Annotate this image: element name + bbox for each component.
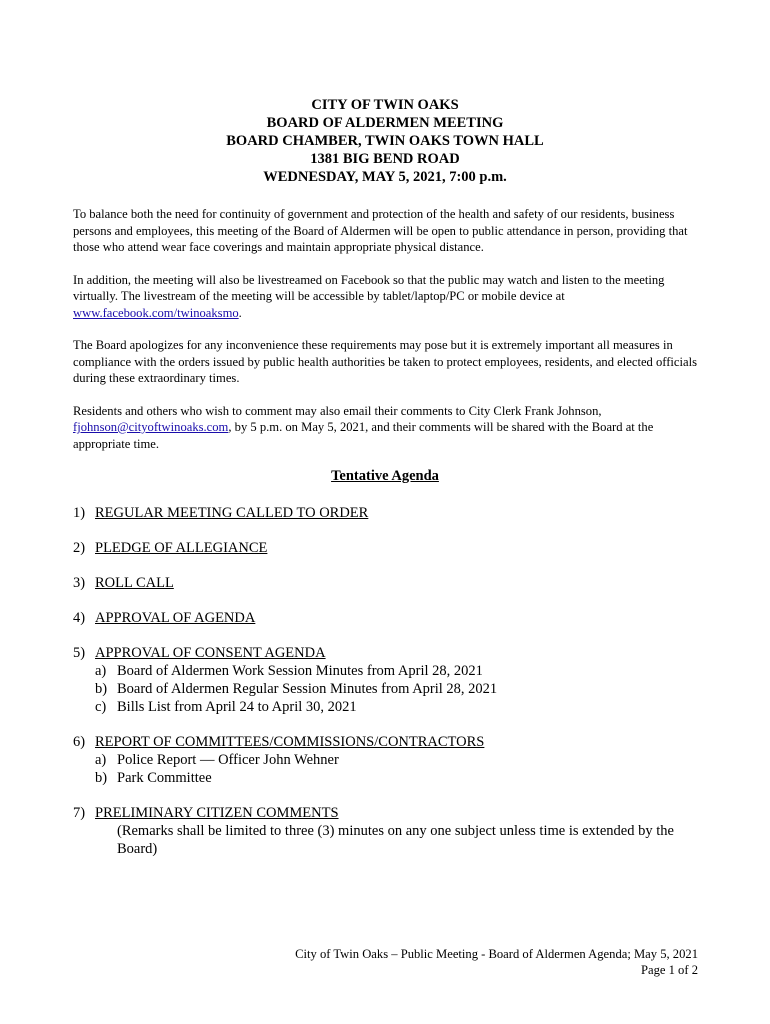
agenda-subitem-text: Park Committee	[117, 770, 212, 786]
agenda-item-content	[95, 539, 698, 557]
agenda-subitem-letter: b)	[95, 770, 108, 786]
page-footer	[295, 946, 698, 978]
agenda-item-number: 2)	[73, 540, 86, 556]
page-number: Page 1 of 2	[640, 963, 698, 977]
paragraph-attendance: To balance both the need for continuity of government and protection of the health and safety of our residents, business persons and employees, this meeting of the Board of Aldermen will be open to public attendance in person, providing that those who attend wear face coverings and maintain appropriate physical distance.	[73, 207, 688, 254]
agenda-subitem	[95, 751, 698, 769]
agenda-subitem	[95, 680, 698, 698]
agenda-item-title: REPORT OF COMMITTEES/COMMISSIONS/CONTRACTORS	[95, 734, 485, 750]
agenda-item	[73, 539, 698, 557]
agenda-item	[73, 574, 698, 592]
agenda-item	[73, 609, 698, 627]
paragraph-livestream	[73, 272, 698, 322]
meeting-header	[0, 96, 770, 186]
agenda-item-number: 5)	[73, 645, 86, 661]
comments-text: Residents and others who wish to comment may also email their comments to City Clerk Frank Johnson,	[73, 403, 602, 418]
agenda-item-title: ROLL CALL	[95, 575, 174, 591]
paragraph-comments	[73, 403, 698, 453]
livestream-text-end: .	[238, 305, 242, 320]
agenda-item-title: APPROVAL OF AGENDA	[95, 610, 256, 626]
paragraph-apology: The Board apologizes for any inconvenience these requirements may pose but it is extremely important all measures in compliance with the orders issued by public health authorities be taken to protect employees, residents, and elected officials during these extraordinary times.	[73, 338, 698, 385]
agenda-item-content	[95, 733, 698, 787]
footer-title: City of Twin Oaks – Public Meeting - Board of Aldermen Agenda; May 5, 2021	[295, 947, 698, 961]
agenda-item-content	[95, 609, 698, 627]
header-date: WEDNESDAY, MAY 5, 2021, 7:00 p.m.	[263, 169, 507, 185]
agenda-subitem-letter: c)	[95, 699, 107, 715]
agenda-item-number: 4)	[73, 610, 86, 626]
agenda-item-title: PRELIMINARY CITIZEN COMMENTS	[95, 805, 339, 821]
agenda-item-content	[95, 504, 698, 522]
agenda-item-number: 3)	[73, 575, 86, 591]
agenda-item-number: 6)	[73, 734, 86, 750]
agenda-item-content	[95, 804, 698, 858]
agenda-subitem-letter: b)	[95, 681, 108, 697]
agenda-item	[73, 504, 698, 522]
comments-text-end: , by 5 p.m. on May 5, 2021, and their comments will be shared with the Board at the appropriate time.	[73, 420, 654, 451]
agenda-subitem-text: Board of Aldermen Work Session Minutes from April 28, 2021	[117, 663, 483, 679]
agenda-subitem-text: Police Report — Officer John Wehner	[117, 752, 339, 768]
agenda-item-number: 7)	[73, 805, 86, 821]
agenda-item-title: REGULAR MEETING CALLED TO ORDER	[95, 505, 369, 521]
agenda-subitem-letter: a)	[95, 663, 107, 679]
agenda-item-title: APPROVAL OF CONSENT AGENDA	[95, 645, 326, 661]
agenda-subitem	[95, 769, 698, 787]
agenda-item-note: (Remarks shall be limited to three (3) minutes on any one subject unless time is extended by the Board)	[117, 823, 674, 857]
facebook-link[interactable]: www.facebook.com/twinoaksmo	[73, 305, 239, 320]
agenda-subitem	[95, 662, 698, 680]
agenda-item	[73, 804, 698, 858]
header-location: BOARD CHAMBER, TWIN OAKS TOWN HALL	[226, 133, 544, 149]
agenda-list	[73, 504, 698, 875]
agenda-subitem	[95, 698, 698, 716]
agenda-subitem-letter: a)	[95, 752, 107, 768]
agenda-item	[73, 644, 698, 716]
agenda-item	[73, 733, 698, 787]
agenda-item-title: PLEDGE OF ALLEGIANCE	[95, 540, 268, 556]
livestream-text: In addition, the meeting will also be livestreamed on Facebook so that the public may watch and listen to the meeting virtually. The livestream of the meeting will be accessible by tablet/laptop/PC or mobile device at	[73, 272, 665, 303]
agenda-item-content	[95, 574, 698, 592]
header-address: 1381 BIG BEND ROAD	[310, 151, 460, 167]
agenda-item-content	[95, 644, 698, 716]
header-meeting: BOARD OF ALDERMEN MEETING	[266, 115, 504, 131]
agenda-subitem-text: Bills List from April 24 to April 30, 2021	[117, 699, 357, 715]
agenda-item-number: 1)	[73, 505, 86, 521]
header-city: CITY OF TWIN OAKS	[311, 97, 459, 113]
agenda-title: Tentative Agenda	[331, 468, 439, 484]
notice-body	[73, 206, 698, 468]
agenda-subitem-text: Board of Aldermen Regular Session Minutes from April 28, 2021	[117, 681, 498, 697]
email-link[interactable]: fjohnson@cityoftwinoaks.com	[73, 420, 229, 434]
